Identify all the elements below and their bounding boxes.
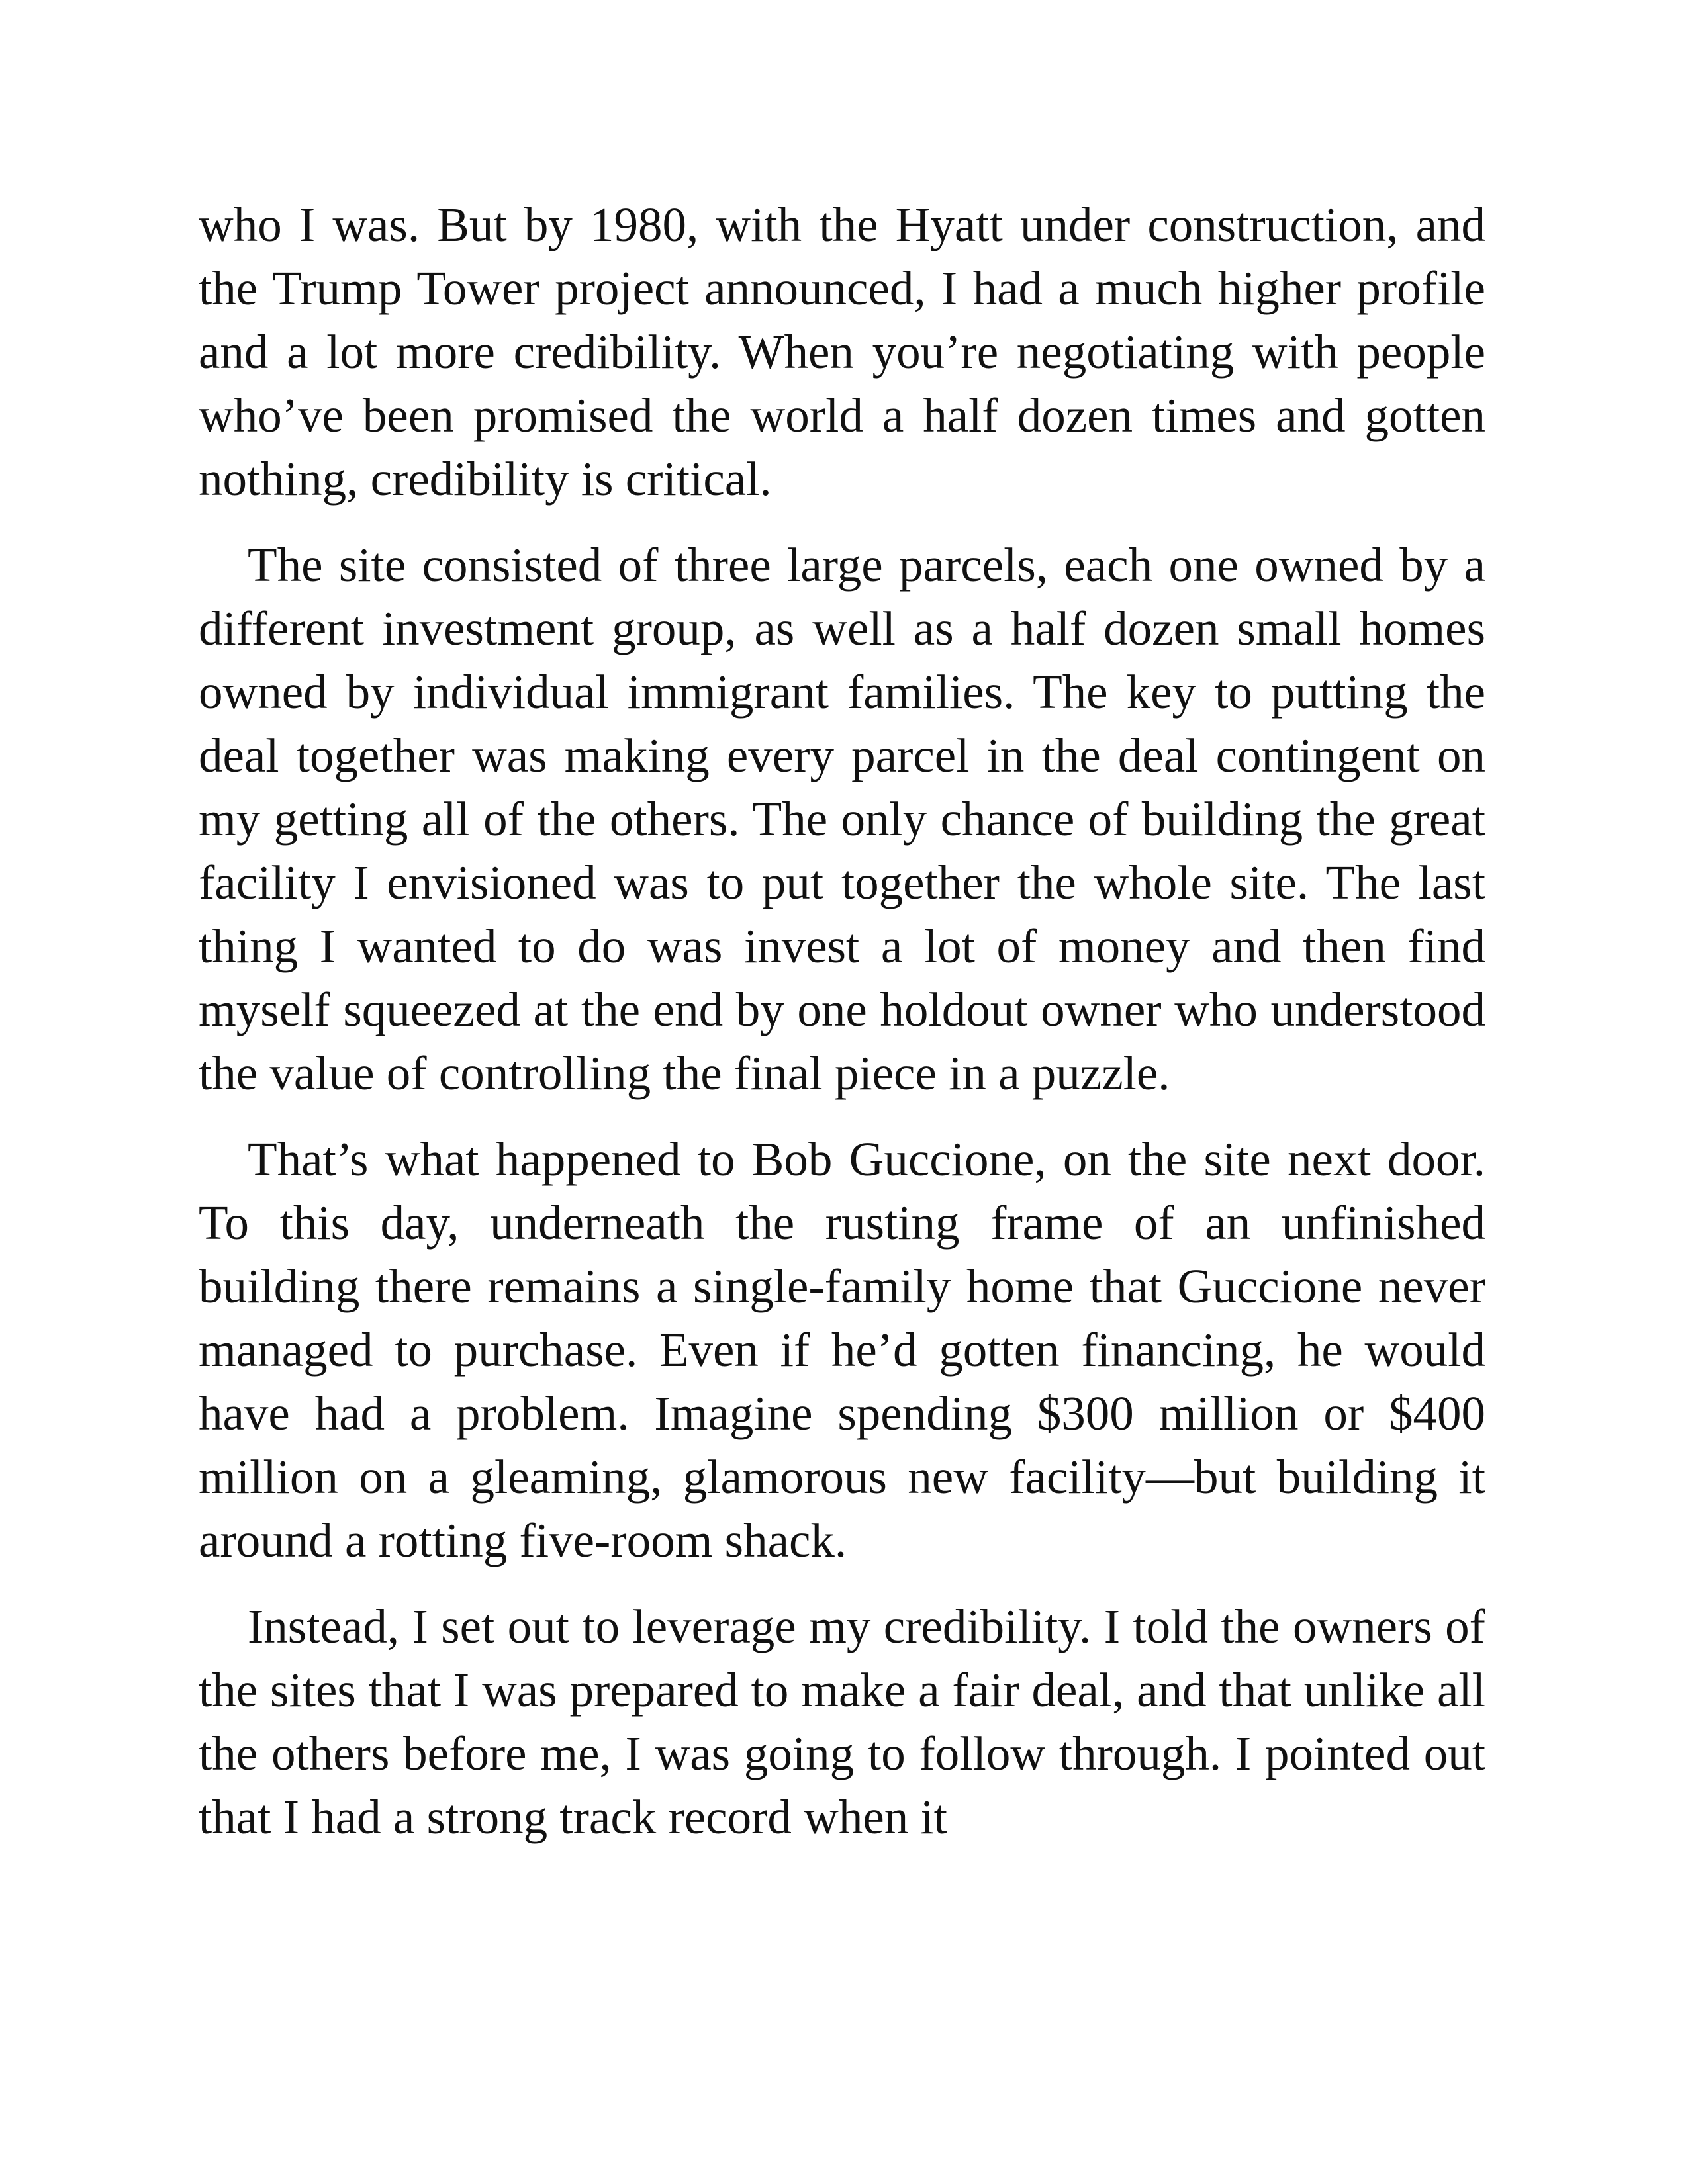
paragraph-1: who I was. But by 1980, with the Hyatt under construction, and the Trump Tower project announced, I had a much higher profile and a lot more credibility. When you’re negotiating with people who’ve been promised the world a half dozen times and gotten nothing, credibility is critical. [199,198,1485,506]
paragraph-2: The site consisted of three large parcels, each one owned by a different investment group, as well as a half dozen small homes owned by individual immigrant families. The key to putting the deal together was making every parcel in the deal contingent on my getting all of the others. The only chance of building the great facility I envisioned was to put together the whole site. The last thing I wanted to do was invest a lot of money and then find myself squeezed at the end by one holdout owner who understood the value of controlling the final piece in a puzzle. [199,538,1485,1100]
body-text [199,193,1485,1849]
paragraph-4: Instead, I set out to leverage my credibility. I told the owners of the sites that I was prepared to make a fair deal, and that unlike all the others before me, I was going to follow through. I pointed out that I had a strong track record when it [199,1600,1485,1844]
paragraph-3: That’s what happened to Bob Guccione, on the site next door. To this day, underneath the rusting frame of an unfinished building there remains a single-family home that Guccione never managed to purchase. Even if he’d gotten financing, he would have had a problem. Imagine spending $300 million or $400 million on a gleaming, glamorous new facility—but building it around a rotting five-room shack. [199,1132,1485,1567]
